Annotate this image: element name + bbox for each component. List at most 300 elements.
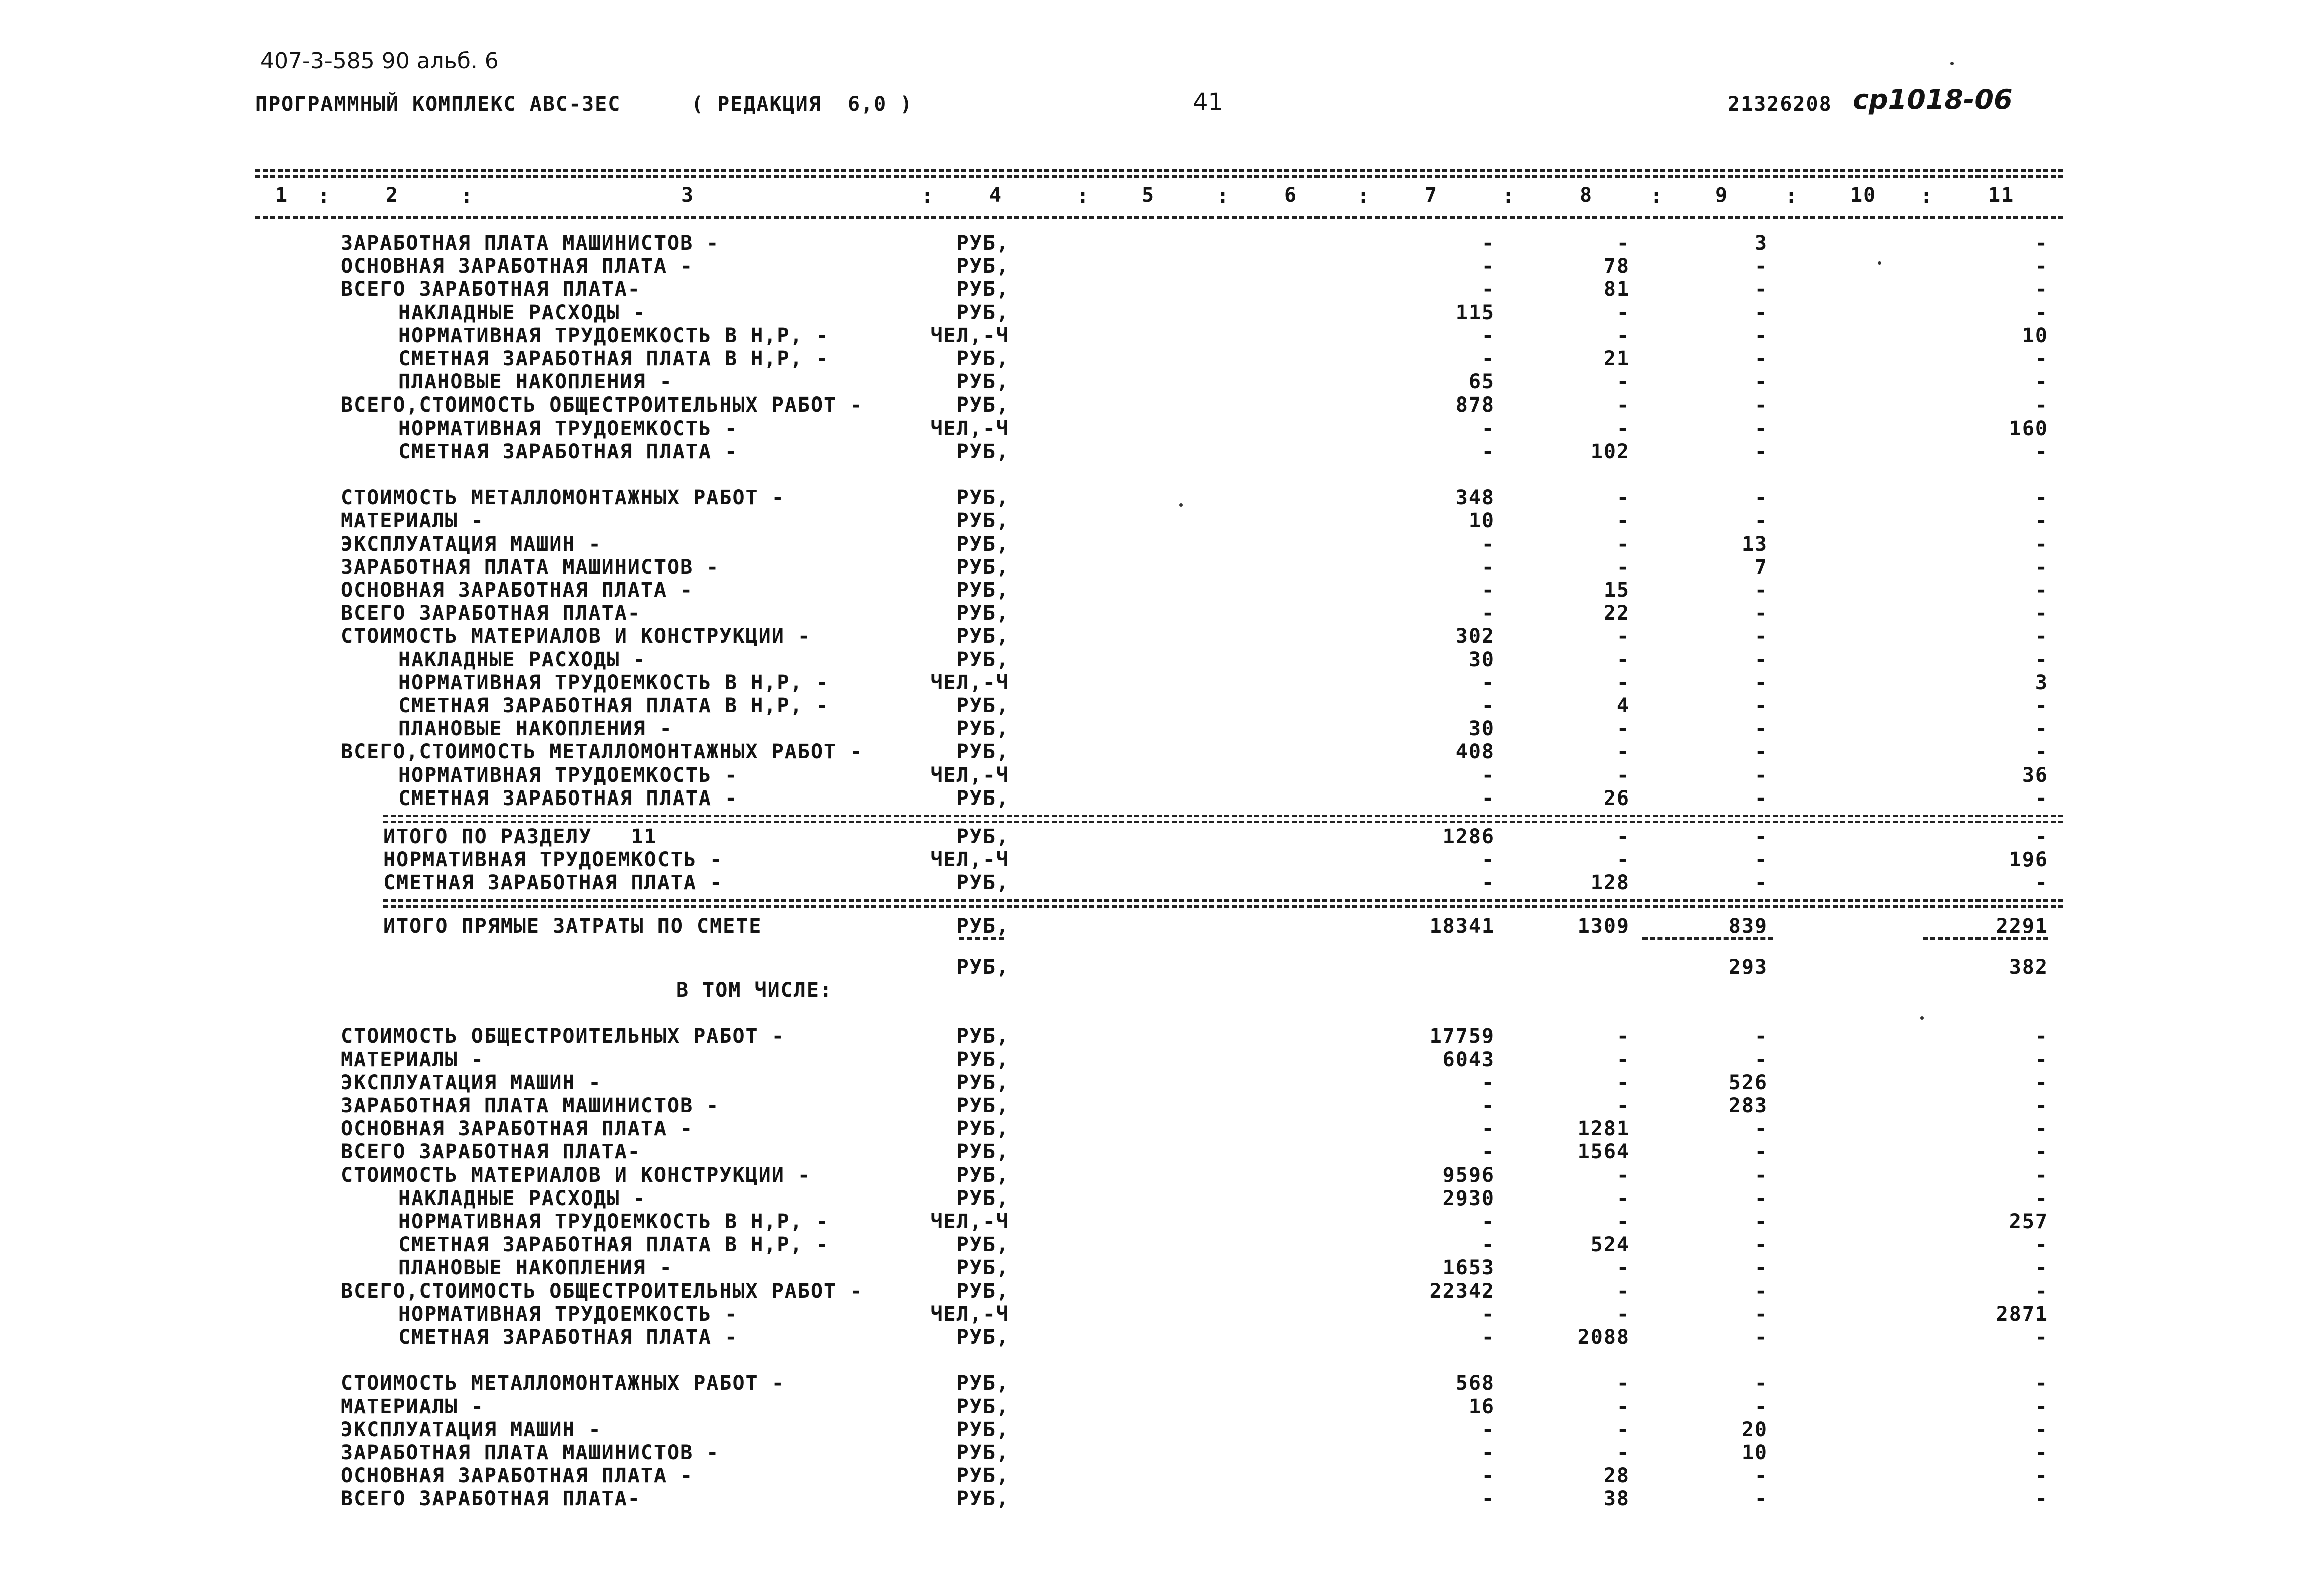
column-header-10: 10 bbox=[1850, 184, 1877, 207]
row-label: ВСЕГО,СТОИМОСТЬ ОБЩЕСТРОИТЕЛЬНЫХ РАБОТ - bbox=[341, 1279, 863, 1303]
cell-c11: - bbox=[2035, 1372, 2048, 1395]
cell-c7: - bbox=[1481, 1140, 1495, 1164]
cell-c11: 382 bbox=[2009, 955, 2048, 979]
cell-c9: - bbox=[1754, 1326, 1768, 1349]
cell-c8: 81 bbox=[1603, 278, 1630, 301]
row-label: ОСНОВНАЯ ЗАРАБОТНАЯ ПЛАТА - bbox=[341, 1464, 694, 1488]
cell-c11: 160 bbox=[2009, 417, 2048, 440]
row-unit: ЧЕЛ,-Ч bbox=[930, 1210, 1009, 1233]
cell-c8: 1564 bbox=[1577, 1140, 1630, 1164]
cell-c11: - bbox=[2035, 1163, 2048, 1187]
cell-c8: - bbox=[1616, 417, 1630, 440]
row-unit: РУБ, bbox=[956, 440, 1009, 463]
edition-label: ( РЕДАКЦИЯ 6,0 ) bbox=[691, 93, 913, 116]
cell-c11: - bbox=[2035, 1326, 2048, 1349]
cell-c9: - bbox=[1754, 347, 1768, 370]
cell-c11: - bbox=[2035, 232, 2048, 255]
cell-c9: 839 bbox=[1728, 914, 1768, 938]
cell-c8: 28 bbox=[1603, 1464, 1630, 1488]
cell-c9: - bbox=[1754, 717, 1768, 741]
row-unit: РУБ, bbox=[956, 955, 1009, 979]
cell-c7: - bbox=[1481, 555, 1495, 579]
cell-c8: - bbox=[1616, 1302, 1630, 1326]
row-label: МАТЕРИАЛЫ - bbox=[341, 1048, 484, 1071]
row-label: ВСЕГО,СТОИМОСТЬ МЕТАЛЛОМОНТАЖНЫХ РАБОТ - bbox=[341, 740, 863, 764]
cell-c9: 526 bbox=[1728, 1071, 1768, 1094]
cell-c11: - bbox=[2035, 717, 2048, 741]
row-label: ЭКСПЛУАТАЦИЯ МАШИН - bbox=[341, 1418, 602, 1441]
row-unit: РУБ, bbox=[956, 1071, 1009, 1094]
column-separator: : bbox=[1217, 185, 1230, 208]
cell-c9: 293 bbox=[1728, 955, 1768, 979]
cell-c11: - bbox=[2035, 440, 2048, 463]
column-separator: : bbox=[1785, 185, 1799, 208]
cell-c11: 10 bbox=[2022, 324, 2048, 347]
row-unit: ЧЕЛ,-Ч bbox=[930, 763, 1009, 787]
row-label: МАТЕРИАЛЫ - bbox=[341, 1395, 484, 1418]
cell-c9: - bbox=[1754, 1117, 1768, 1141]
cell-c7: 30 bbox=[1468, 717, 1495, 741]
cell-c9: - bbox=[1754, 694, 1768, 717]
cell-c11: - bbox=[2035, 532, 2048, 556]
column-separator: : bbox=[1650, 185, 1664, 208]
row-unit: РУБ, bbox=[956, 509, 1009, 533]
cell-c11: - bbox=[2035, 301, 2048, 324]
cell-c8: - bbox=[1616, 393, 1630, 417]
row-label: ЗАРАБОТНАЯ ПЛАТА МАШИНИСТОВ - bbox=[341, 1094, 720, 1117]
cell-c7: 6043 bbox=[1442, 1048, 1495, 1071]
cell-c8: - bbox=[1616, 1094, 1630, 1117]
row-unit: РУБ, bbox=[956, 1464, 1009, 1488]
column-separator: : bbox=[318, 185, 332, 208]
row-label: НАКЛАДНЫЕ РАСХОДЫ - bbox=[398, 301, 646, 324]
cell-c9: - bbox=[1754, 848, 1768, 872]
cell-c11: - bbox=[2035, 509, 2048, 533]
cell-c8: 2088 bbox=[1577, 1326, 1630, 1349]
cell-c8: - bbox=[1616, 509, 1630, 533]
cell-c7: 18341 bbox=[1429, 914, 1495, 938]
row-label: ЭКСПЛУАТАЦИЯ МАШИН - bbox=[341, 1071, 602, 1094]
row-label: СМЕТНАЯ ЗАРАБОТНАЯ ПЛАТА В Н,Р, - bbox=[398, 694, 829, 717]
row-label: ПЛАНОВЫЕ НАКОПЛЕНИЯ - bbox=[398, 1256, 673, 1280]
cell-c8: - bbox=[1616, 1395, 1630, 1418]
row-unit: РУБ, bbox=[956, 914, 1009, 938]
cell-c11: - bbox=[2035, 1233, 2048, 1257]
row-unit: РУБ, bbox=[956, 1279, 1009, 1303]
cell-c8: 26 bbox=[1603, 786, 1630, 810]
row-unit: РУБ, bbox=[956, 1140, 1009, 1164]
scan-speck bbox=[1179, 503, 1183, 507]
row-label: НАКЛАДНЫЕ РАСХОДЫ - bbox=[398, 1186, 646, 1210]
row-unit: РУБ, bbox=[956, 370, 1009, 394]
cell-c8: 524 bbox=[1590, 1233, 1630, 1257]
cell-c11: - bbox=[2035, 1071, 2048, 1094]
cell-c9: - bbox=[1754, 1464, 1768, 1488]
cell-c9: - bbox=[1754, 278, 1768, 301]
row-label: ОСНОВНАЯ ЗАРАБОТНАЯ ПЛАТА - bbox=[341, 1117, 694, 1141]
cell-c11: - bbox=[2035, 1025, 2048, 1048]
cell-c9: - bbox=[1754, 763, 1768, 787]
cell-c7: 568 bbox=[1455, 1372, 1495, 1395]
cell-c9: - bbox=[1754, 602, 1768, 625]
column-header-2: 2 bbox=[386, 184, 399, 207]
subtotal-underline bbox=[1923, 937, 2048, 940]
row-label: СТОИМОСТЬ МАТЕРИАЛОВ И КОНСТРУКЦИИ - bbox=[341, 625, 811, 648]
cell-c9: 13 bbox=[1741, 532, 1768, 556]
cell-c11: 2871 bbox=[1996, 1302, 2048, 1326]
cell-c11: - bbox=[2035, 486, 2048, 510]
cell-c9: - bbox=[1754, 417, 1768, 440]
row-label: НОРМАТИВНАЯ ТРУДОЕМКОСТЬ В Н,Р, - bbox=[398, 671, 829, 694]
row-label: ВСЕГО ЗАРАБОТНАЯ ПЛАТА- bbox=[341, 278, 641, 301]
cell-c8: - bbox=[1616, 848, 1630, 872]
cell-c7: 1653 bbox=[1442, 1256, 1495, 1280]
cell-c9: - bbox=[1754, 1163, 1768, 1187]
row-unit: РУБ, bbox=[956, 1418, 1009, 1441]
row-unit: РУБ, bbox=[956, 255, 1009, 278]
row-label: ВСЕГО,СТОИМОСТЬ ОБЩЕСТРОИТЕЛЬНЫХ РАБОТ - bbox=[341, 393, 863, 417]
row-unit: РУБ, bbox=[956, 625, 1009, 648]
cell-c8: 15 bbox=[1603, 579, 1630, 602]
cell-c7: - bbox=[1481, 786, 1495, 810]
cell-c9: - bbox=[1754, 625, 1768, 648]
row-unit: РУБ, bbox=[956, 1163, 1009, 1187]
row-label: СМЕТНАЯ ЗАРАБОТНАЯ ПЛАТА В Н,Р, - bbox=[398, 1233, 829, 1257]
cell-c11: - bbox=[2035, 602, 2048, 625]
cell-c9: - bbox=[1754, 1395, 1768, 1418]
row-label: ОСНОВНАЯ ЗАРАБОТНАЯ ПЛАТА - bbox=[341, 579, 694, 602]
document-code: 407-3-585 90 альб. 6 bbox=[260, 48, 499, 74]
cell-c8: - bbox=[1616, 232, 1630, 255]
cell-c9: - bbox=[1754, 740, 1768, 764]
cell-c9: - bbox=[1754, 255, 1768, 278]
cell-c11: - bbox=[2035, 1395, 2048, 1418]
cell-c7: - bbox=[1481, 440, 1495, 463]
cell-c7: 30 bbox=[1468, 648, 1495, 671]
cell-c7: - bbox=[1481, 1441, 1495, 1464]
cell-c7: 878 bbox=[1455, 393, 1495, 417]
cell-c8: - bbox=[1616, 625, 1630, 648]
row-label: ЗАРАБОТНАЯ ПЛАТА МАШИНИСТОВ - bbox=[341, 1441, 720, 1464]
cell-c9: - bbox=[1754, 393, 1768, 417]
row-unit: ЧЕЛ,-Ч bbox=[930, 1302, 1009, 1326]
cell-c11: - bbox=[2035, 278, 2048, 301]
row-unit: РУБ, bbox=[956, 1326, 1009, 1349]
scan-speck bbox=[1920, 1016, 1924, 1020]
cell-c9: - bbox=[1754, 1186, 1768, 1210]
cell-c11: - bbox=[2035, 1094, 2048, 1117]
cell-c11: - bbox=[2035, 1418, 2048, 1441]
cell-c7: - bbox=[1481, 1418, 1495, 1441]
row-unit: РУБ, bbox=[956, 1186, 1009, 1210]
cell-c8: 22 bbox=[1603, 602, 1630, 625]
cell-c8: - bbox=[1616, 763, 1630, 787]
cell-c7: - bbox=[1481, 1094, 1495, 1117]
cell-c7: 65 bbox=[1468, 370, 1495, 394]
cell-c8: 4 bbox=[1616, 694, 1630, 717]
cell-c11: - bbox=[2035, 1186, 2048, 1210]
row-label: ВСЕГО ЗАРАБОТНАЯ ПЛАТА- bbox=[341, 1487, 641, 1511]
row-unit: РУБ, bbox=[956, 532, 1009, 556]
row-unit: РУБ, bbox=[956, 825, 1009, 848]
row-unit: РУБ, bbox=[956, 1233, 1009, 1257]
column-separator: : bbox=[1077, 185, 1090, 208]
cell-c8: - bbox=[1616, 740, 1630, 764]
header-bottom-rule bbox=[255, 216, 2063, 219]
cell-c7: - bbox=[1481, 1326, 1495, 1349]
cell-c7: - bbox=[1481, 579, 1495, 602]
cell-c9: 10 bbox=[1741, 1441, 1768, 1464]
column-header-4: 4 bbox=[989, 184, 1003, 207]
row-unit: РУБ, bbox=[956, 301, 1009, 324]
row-label: СТОИМОСТЬ МАТЕРИАЛОВ И КОНСТРУКЦИИ - bbox=[341, 1163, 811, 1187]
cell-c8: - bbox=[1616, 1279, 1630, 1303]
cell-c8: 1281 bbox=[1577, 1117, 1630, 1141]
row-unit: РУБ, bbox=[956, 1094, 1009, 1117]
row-unit: РУБ, bbox=[956, 740, 1009, 764]
column-header-7: 7 bbox=[1425, 184, 1438, 207]
cell-c11: - bbox=[2035, 1487, 2048, 1511]
subtotal-underline bbox=[1642, 937, 1773, 940]
row-label: СМЕТНАЯ ЗАРАБОТНАЯ ПЛАТА - bbox=[383, 871, 723, 895]
row-unit: ЧЕЛ,-Ч bbox=[930, 671, 1009, 694]
row-unit: РУБ, bbox=[956, 694, 1009, 717]
column-header-3: 3 bbox=[681, 184, 695, 207]
cell-c11: 3 bbox=[2035, 671, 2048, 694]
cell-c7: 348 bbox=[1455, 486, 1495, 510]
row-unit: ЧЕЛ,-Ч bbox=[930, 324, 1009, 347]
cell-c8: - bbox=[1616, 370, 1630, 394]
row-label: НОРМАТИВНАЯ ТРУДОЕМКОСТЬ - bbox=[383, 848, 723, 872]
cell-c9: 3 bbox=[1754, 232, 1768, 255]
cell-c7: 115 bbox=[1455, 301, 1495, 324]
cell-c8: - bbox=[1616, 1071, 1630, 1094]
cell-c9: 283 bbox=[1728, 1094, 1768, 1117]
row-label: СМЕТНАЯ ЗАРАБОТНАЯ ПЛАТА - bbox=[398, 1326, 738, 1349]
row-label: СТОИМОСТЬ МЕТАЛЛОМОНТАЖНЫХ РАБОТ - bbox=[341, 1372, 785, 1395]
row-label: ЗАРАБОТНАЯ ПЛАТА МАШИНИСТОВ - bbox=[341, 555, 720, 579]
cell-c8: - bbox=[1616, 555, 1630, 579]
cell-c11: - bbox=[2035, 625, 2048, 648]
cell-c11: 257 bbox=[2009, 1210, 2048, 1233]
row-label: ЭКСПЛУАТАЦИЯ МАШИН - bbox=[341, 532, 602, 556]
cell-c7: - bbox=[1481, 1117, 1495, 1141]
cell-c9: - bbox=[1754, 871, 1768, 895]
cell-c7: - bbox=[1481, 417, 1495, 440]
row-unit: РУБ, bbox=[956, 347, 1009, 370]
cell-c11: - bbox=[2035, 1048, 2048, 1071]
cell-c8: - bbox=[1616, 717, 1630, 741]
cell-c9: - bbox=[1754, 825, 1768, 848]
cell-c8: - bbox=[1616, 532, 1630, 556]
cell-c9: - bbox=[1754, 1487, 1768, 1511]
cell-c11: - bbox=[2035, 1256, 2048, 1280]
cell-c7: - bbox=[1481, 1302, 1495, 1326]
cell-c8: - bbox=[1616, 324, 1630, 347]
cell-c9: - bbox=[1754, 1302, 1768, 1326]
subtotal-underline bbox=[959, 937, 1004, 940]
cell-c7: 22342 bbox=[1429, 1279, 1495, 1303]
row-label: НОРМАТИВНАЯ ТРУДОЕМКОСТЬ В Н,Р, - bbox=[398, 1210, 829, 1233]
cell-c11: - bbox=[2035, 393, 2048, 417]
cell-c7: - bbox=[1481, 1464, 1495, 1488]
row-label: ВСЕГО ЗАРАБОТНАЯ ПЛАТА- bbox=[341, 602, 641, 625]
cell-c8: - bbox=[1616, 1441, 1630, 1464]
row-unit: РУБ, bbox=[956, 486, 1009, 510]
row-label: ОСНОВНАЯ ЗАРАБОТНАЯ ПЛАТА - bbox=[341, 255, 694, 278]
cell-c7: - bbox=[1481, 347, 1495, 370]
row-unit: РУБ, bbox=[956, 786, 1009, 810]
cell-c9: 7 bbox=[1754, 555, 1768, 579]
row-label: ИТОГО ПРЯМЫЕ ЗАТРАТЫ ПО СМЕТЕ bbox=[383, 914, 762, 938]
row-label: НОРМАТИВНАЯ ТРУДОЕМКОСТЬ - bbox=[398, 1302, 738, 1326]
document-number: 21326208 bbox=[1728, 93, 1832, 116]
row-unit: РУБ, bbox=[956, 1441, 1009, 1464]
cell-c11: - bbox=[2035, 825, 2048, 848]
cell-c9: - bbox=[1754, 671, 1768, 694]
cell-c7: - bbox=[1481, 255, 1495, 278]
cell-c7: - bbox=[1481, 532, 1495, 556]
cell-c8: 102 bbox=[1590, 440, 1630, 463]
program-title: ПРОГРАММНЫЙ КОМПЛЕКС АВС-ЗЕС bbox=[255, 93, 621, 116]
row-label: СТОИМОСТЬ ОБЩЕСТРОИТЕЛЬНЫХ РАБОТ - bbox=[341, 1025, 785, 1048]
column-header-9: 9 bbox=[1715, 184, 1729, 207]
row-unit: РУБ, bbox=[956, 1256, 1009, 1280]
cell-c7: - bbox=[1481, 278, 1495, 301]
column-header-8: 8 bbox=[1580, 184, 1593, 207]
cell-c9: - bbox=[1754, 301, 1768, 324]
cell-c9: - bbox=[1754, 324, 1768, 347]
cell-c7: - bbox=[1481, 848, 1495, 872]
cell-c9: - bbox=[1754, 1048, 1768, 1071]
cell-c8: - bbox=[1616, 301, 1630, 324]
row-label: ЗАРАБОТНАЯ ПЛАТА МАШИНИСТОВ - bbox=[341, 232, 720, 255]
cell-c8: - bbox=[1616, 1372, 1630, 1395]
column-separator: : bbox=[461, 185, 474, 208]
cell-c8: - bbox=[1616, 1256, 1630, 1280]
row-unit: РУБ, bbox=[956, 278, 1009, 301]
cell-c11: - bbox=[2035, 555, 2048, 579]
cell-c8: 128 bbox=[1590, 871, 1630, 895]
cell-c9: - bbox=[1754, 579, 1768, 602]
cell-c9: 20 bbox=[1741, 1418, 1768, 1441]
row-unit: ЧЕЛ,-Ч bbox=[930, 417, 1009, 440]
cell-c7: - bbox=[1481, 694, 1495, 717]
row-label: ИТОГО ПО РАЗДЕЛУ 11 bbox=[383, 825, 657, 848]
cell-c9: - bbox=[1754, 1233, 1768, 1257]
row-unit: РУБ, bbox=[956, 1117, 1009, 1141]
cell-c9: - bbox=[1754, 1210, 1768, 1233]
cell-c8: 21 bbox=[1603, 347, 1630, 370]
handwritten-note: ср1018-06 bbox=[1853, 84, 2013, 115]
cell-c11: - bbox=[2035, 347, 2048, 370]
cell-c7: 1286 bbox=[1442, 825, 1495, 848]
cell-c7: - bbox=[1481, 1210, 1495, 1233]
cell-c11: - bbox=[2035, 1117, 2048, 1141]
row-unit: РУБ, bbox=[956, 555, 1009, 579]
cell-c9: - bbox=[1754, 648, 1768, 671]
cell-c8: - bbox=[1616, 825, 1630, 848]
cell-c8: - bbox=[1616, 1210, 1630, 1233]
cell-c9: - bbox=[1754, 486, 1768, 510]
row-label: СМЕТНАЯ ЗАРАБОТНАЯ ПЛАТА В Н,Р, - bbox=[398, 347, 829, 370]
cell-c7: - bbox=[1481, 671, 1495, 694]
cell-c7: - bbox=[1481, 763, 1495, 787]
column-header-6: 6 bbox=[1284, 184, 1298, 207]
cell-c8: - bbox=[1616, 648, 1630, 671]
cell-c9: - bbox=[1754, 1372, 1768, 1395]
cell-c11: - bbox=[2035, 255, 2048, 278]
cell-c7: - bbox=[1481, 1487, 1495, 1511]
row-label: МАТЕРИАЛЫ - bbox=[341, 509, 484, 533]
section-rule bbox=[383, 815, 2063, 823]
cell-c7: - bbox=[1481, 871, 1495, 895]
cell-c9: - bbox=[1754, 509, 1768, 533]
cell-c8: - bbox=[1616, 1163, 1630, 1187]
cell-c7: 408 bbox=[1455, 740, 1495, 764]
cell-c11: - bbox=[2035, 694, 2048, 717]
cell-c7: 10 bbox=[1468, 509, 1495, 533]
cell-c9: - bbox=[1754, 370, 1768, 394]
row-label: НОРМАТИВНАЯ ТРУДОЕМКОСТЬ - bbox=[398, 417, 738, 440]
row-label: ВСЕГО ЗАРАБОТНАЯ ПЛАТА- bbox=[341, 1140, 641, 1164]
column-header-11: 11 bbox=[1988, 184, 2015, 207]
cell-c9: - bbox=[1754, 440, 1768, 463]
row-unit: РУБ, bbox=[956, 1025, 1009, 1048]
cell-c7: - bbox=[1481, 1071, 1495, 1094]
cell-c11: 2291 bbox=[1996, 914, 2048, 938]
cell-c8: 78 bbox=[1603, 255, 1630, 278]
row-unit: РУБ, bbox=[956, 871, 1009, 895]
column-separator: : bbox=[921, 185, 935, 208]
column-separator: : bbox=[1502, 185, 1516, 208]
cell-c9: - bbox=[1754, 1279, 1768, 1303]
row-label: СТОИМОСТЬ МЕТАЛЛОМОНТАЖНЫХ РАБОТ - bbox=[341, 486, 785, 510]
cell-c9: - bbox=[1754, 1025, 1768, 1048]
cell-c7: - bbox=[1481, 602, 1495, 625]
cell-c7: 9596 bbox=[1442, 1163, 1495, 1187]
cell-c8: - bbox=[1616, 1048, 1630, 1071]
cell-c8: - bbox=[1616, 671, 1630, 694]
row-unit: РУБ, bbox=[956, 1048, 1009, 1071]
cell-c11: - bbox=[2035, 786, 2048, 810]
column-header-1: 1 bbox=[275, 184, 289, 207]
cell-c9: - bbox=[1754, 1256, 1768, 1280]
column-separator: : bbox=[1920, 185, 1934, 208]
cell-c11: - bbox=[2035, 871, 2048, 895]
cell-c7: 17759 bbox=[1429, 1025, 1495, 1048]
cell-c11: - bbox=[2035, 648, 2048, 671]
cell-c9: - bbox=[1754, 1140, 1768, 1164]
cell-c11: - bbox=[2035, 1279, 2048, 1303]
cell-c8: - bbox=[1616, 1418, 1630, 1441]
cell-c11: - bbox=[2035, 370, 2048, 394]
row-label: НОРМАТИВНАЯ ТРУДОЕМКОСТЬ - bbox=[398, 763, 738, 787]
row-label: СМЕТНАЯ ЗАРАБОТНАЯ ПЛАТА - bbox=[398, 440, 738, 463]
row-unit: РУБ, bbox=[956, 602, 1009, 625]
header-top-rule bbox=[255, 169, 2063, 178]
cell-c7: - bbox=[1481, 324, 1495, 347]
row-label: В ТОМ ЧИСЛЕ: bbox=[676, 979, 833, 1002]
cell-c11: 36 bbox=[2022, 763, 2048, 787]
row-unit: ЧЕЛ,-Ч bbox=[930, 848, 1009, 872]
cell-c11: 196 bbox=[2009, 848, 2048, 872]
cell-c11: - bbox=[2035, 1441, 2048, 1464]
row-unit: РУБ, bbox=[956, 232, 1009, 255]
cell-c9: - bbox=[1754, 786, 1768, 810]
cell-c11: - bbox=[2035, 1464, 2048, 1488]
row-unit: РУБ, bbox=[956, 648, 1009, 671]
